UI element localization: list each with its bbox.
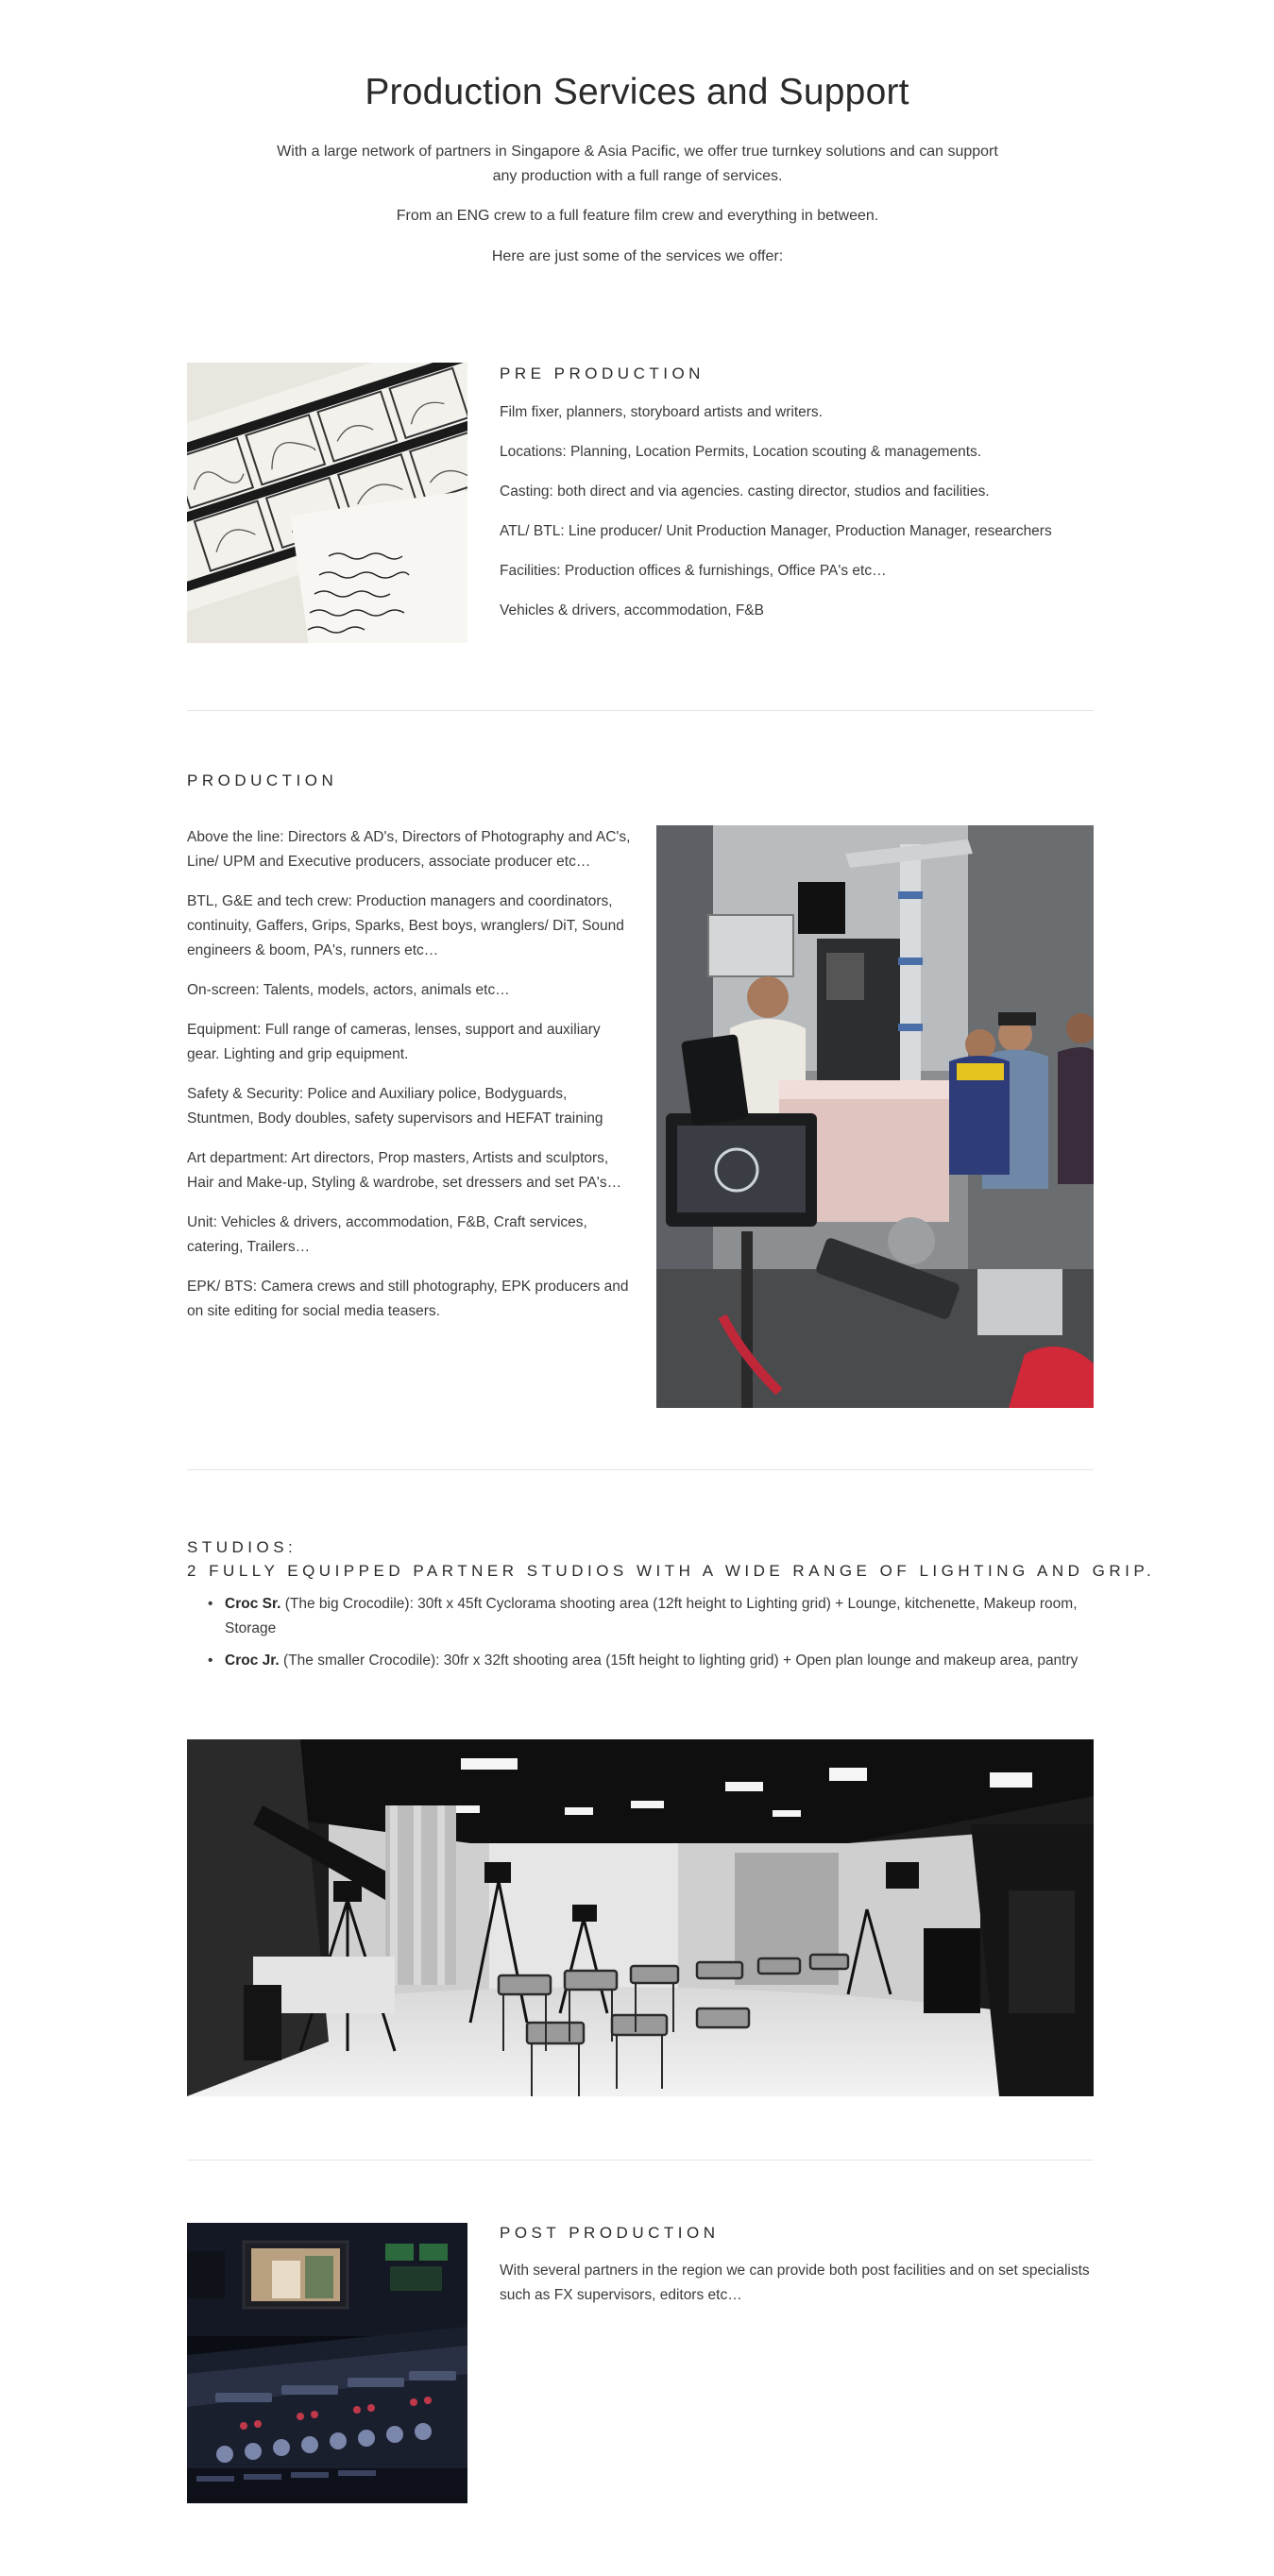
studios-heading-line-2: 2 FULLY EQUIPPED PARTNER STUDIOS WITH A WIDE RANGE OF LIGHTING AND GRIP. <box>187 1562 1156 1580</box>
pre-production-list <box>500 400 1104 638</box>
bullet-icon: • <box>208 1596 213 1612</box>
list-item: On-screen: Talents, models, actors, animals etc… <box>187 982 510 998</box>
production-list <box>187 825 631 1339</box>
production-heading: PRODUCTION <box>187 771 338 789</box>
list-item: BTL, G&E and tech crew: Production managers and coordinators, continuity, Gaffers, Grips, Sparks, Best boys, wranglers/ DiT, Sound engineers & boom, PA's, runners etc… <box>187 893 624 958</box>
list-item: Locations: Planning, Location Permits, Location scouting & managements. <box>500 444 982 460</box>
list-item: Equipment: Full range of cameras, lenses, support and auxiliary gear. Lighting and grip equipment. <box>187 1022 601 1062</box>
page-title: Production Services and Support <box>365 72 909 112</box>
post-production-heading: POST PRODUCTION <box>500 2224 720 2242</box>
studio-name: Croc Sr. <box>225 1596 281 1612</box>
film-set-camera-crew-photo-icon <box>656 825 1094 1408</box>
intro-paragraph-2: From an ENG crew to a full feature film crew and everything in between. <box>396 208 879 224</box>
pre-production-heading: PRE PRODUCTION <box>500 364 705 382</box>
editing-suite-photo-icon <box>187 2223 467 2503</box>
list-item: Safety & Security: Police and Auxiliary police, Bodyguards, Stuntmen, Body doubles, safety supervisors and HEFAT training <box>187 1086 603 1127</box>
list-item: Facilities: Production offices & furnishings, Office PA's etc… <box>500 563 887 579</box>
studio-description: (The big Crocodile): 30ft x 45ft Cyclorama shooting area (12ft height to Lighting grid) + Lounge, kitchenette, Makeup room, Storage <box>225 1596 1078 1636</box>
editing-suite-image <box>187 2223 467 2503</box>
intro-paragraph-1: With a large network of partners in Singapore & Asia Pacific, we offer true turnkey solutions and can support any production with a full range of services. <box>277 144 998 184</box>
list-item: Vehicles & drivers, accommodation, F&B <box>500 602 764 619</box>
post-production-text: With several partners in the region we can provide both post facilities and on set specialists such as FX supervisors, editors etc… <box>500 2262 1090 2303</box>
intro-paragraph-3: Here are just some of the services we offer: <box>491 248 784 264</box>
storyboard-image <box>187 363 467 643</box>
studio-panorama-photo-icon <box>187 1739 1094 2096</box>
bullet-icon: • <box>208 1652 213 1669</box>
list-item: Art department: Art directors, Prop masters, Artists and sculptors, Hair and Make-up, Styling & wardrobe, set dressers and set PA's… <box>187 1150 622 1191</box>
section-divider <box>187 710 1094 711</box>
studio-panorama-image <box>187 1739 1094 2096</box>
film-set-image <box>656 825 1094 1408</box>
list-item <box>187 1649 1094 1673</box>
list-item: ATL/ BTL: Line producer/ Unit Production Manager, Production Manager, researchers <box>500 523 1052 539</box>
list-item: Unit: Vehicles & drivers, accommodation, F&B, Craft services, catering, Trailers… <box>187 1214 587 1255</box>
studio-name: Croc Jr. <box>225 1652 280 1669</box>
studios-heading <box>187 1535 1155 1583</box>
studios-heading-line-1: STUDIOS: <box>187 1538 297 1556</box>
studios-list <box>187 1592 1094 1681</box>
list-item: Film fixer, planners, storyboard artists and writers. <box>500 404 823 420</box>
section-divider <box>187 1469 1094 1470</box>
section-divider <box>187 2160 1094 2161</box>
storyboard-photo-icon <box>187 363 467 643</box>
studio-description: (The smaller Crocodile): 30fr x 32ft shooting area (15ft height to lighting grid) + Open plan lounge and makeup area, pantry <box>279 1652 1079 1669</box>
list-item: EPK/ BTS: Camera crews and still photography, EPK producers and on site editing for social media teasers. <box>187 1279 629 1319</box>
list-item <box>187 1592 1094 1641</box>
list-item: Above the line: Directors & AD's, Directors of Photography and AC's, Line/ UPM and Executive producers, associate producer etc… <box>187 829 631 870</box>
list-item: Casting: both direct and via agencies. casting director, studios and facilities. <box>500 483 990 500</box>
